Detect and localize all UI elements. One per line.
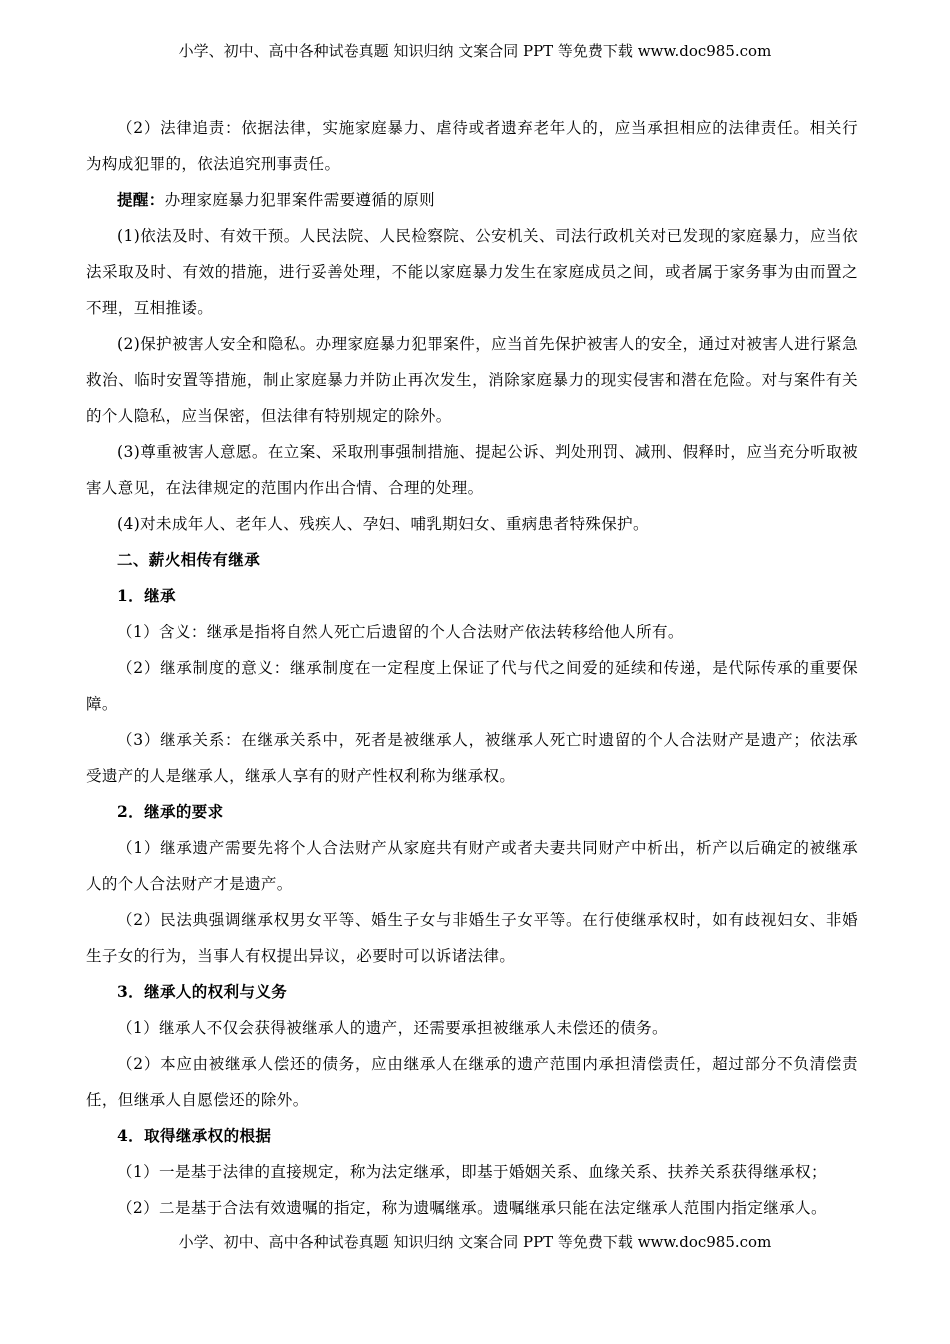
page-header: 小学、初中、高中各种试卷真题 知识归纳 文案合同 PPT 等免费下载 www.doc985.com: [178, 42, 772, 60]
reminder-heading: [86, 182, 858, 218]
principle-3: (3)尊重被害人意愿。在立案、采取刑事强制措施、提起公诉、判处刑罚、减刑、假释时，应当充分听取被害人意见，在法律规定的范围内作出合情、合理的处理。: [86, 443, 858, 497]
subsection-1-title: 1．继承: [117, 586, 176, 605]
page-footer: 小学、初中、高中各种试卷真题 知识归纳 文案合同 PPT 等免费下载 www.doc985.com: [178, 1233, 772, 1251]
principle-1: (1)依法及时、有效干预。人民法院、人民检察院、公安机关、司法行政机关对已发现的家庭暴力，应当依法采取及时、有效的措施，进行妥善处理，不能以家庭暴力发生在家庭成员之间，或者属于家务事为由而置之不理，互相推诿。: [86, 227, 858, 317]
subsection-4-para-2: （2）二是基于合法有效遗嘱的指定，称为遗嘱继承。遗嘱继承只能在法定继承人范围内指定继承人。: [117, 1199, 827, 1217]
subsection-4-para-1: （1）一是基于法律的直接规定，称为法定继承，即基于婚姻关系、血缘关系、扶养关系获得继承权；: [117, 1163, 827, 1181]
subsection-1-para-2: （2）继承制度的意义：继承制度在一定程度上保证了代与代之间爱的延续和传递，是代际传承的重要保障。: [86, 659, 858, 713]
subsection-4-title: 4．取得继承权的根据: [117, 1126, 272, 1145]
subsection-1-para-3: （3）继承关系：在继承关系中，死者是被继承人，被继承人死亡时遗留的个人合法财产是遗产；依法承受遗产的人是继承人，继承人享有的财产性权利称为继承权。: [86, 731, 858, 785]
subsection-3-para-1: （1）继承人不仅会获得被继承人的遗产，还需要承担被继承人未偿还的债务。: [117, 1019, 668, 1037]
reminder-text: 办理家庭暴力犯罪案件需要遵循的原则: [164, 191, 436, 209]
subsection-2-para-2: （2）民法典强调继承权男女平等、婚生子女与非婚生子女平等。在行使继承权时，如有歧视妇女、非婚生子女的行为，当事人有权提出异议，必要时可以诉诸法律。: [86, 911, 858, 965]
principle-2: (2)保护被害人安全和隐私。办理家庭暴力犯罪案件，应当首先保护被害人的安全，通过对被害人进行紧急救治、临时安置等措施，制止家庭暴力并防止再次发生，消除家庭暴力的现实侵害和潜在危险。对与案件有关的个人隐私，应当保密，但法律有特别规定的除外。: [86, 335, 858, 425]
subsection-2-para-1: （1）继承遗产需要先将个人合法财产从家庭共有财产或者夫妻共同财产中析出，析产以后确定的被继承人的个人合法财产才是遗产。: [86, 839, 858, 893]
subsection-3-para-2: （2）本应由被继承人偿还的债务，应由继承人在继承的遗产范围内承担清偿责任，超过部分不负清偿责任，但继承人自愿偿还的除外。: [86, 1055, 858, 1109]
subsection-2-title: 2．继承的要求: [117, 802, 224, 821]
reminder-label: 提醒：: [117, 190, 165, 209]
principle-4: (4)对未成年人、老年人、残疾人、孕妇、哺乳期妇女、重病患者特殊保护。: [117, 515, 649, 533]
subsection-1-para-1: （1）含义：继承是指将自然人死亡后遗留的个人合法财产依法转移给他人所有。: [117, 623, 684, 641]
paragraph-legal-liability: （2）法律追责：依据法律，实施家庭暴力、虐待或者遗弃老年人的，应当承担相应的法律责任。相关行为构成犯罪的，依法追究刑事责任。: [86, 119, 858, 173]
section-heading-inheritance: 二、薪火相传有继承: [117, 550, 261, 569]
subsection-3-title: 3．继承人的权利与义务: [117, 982, 288, 1001]
document-body: [86, 110, 858, 1226]
